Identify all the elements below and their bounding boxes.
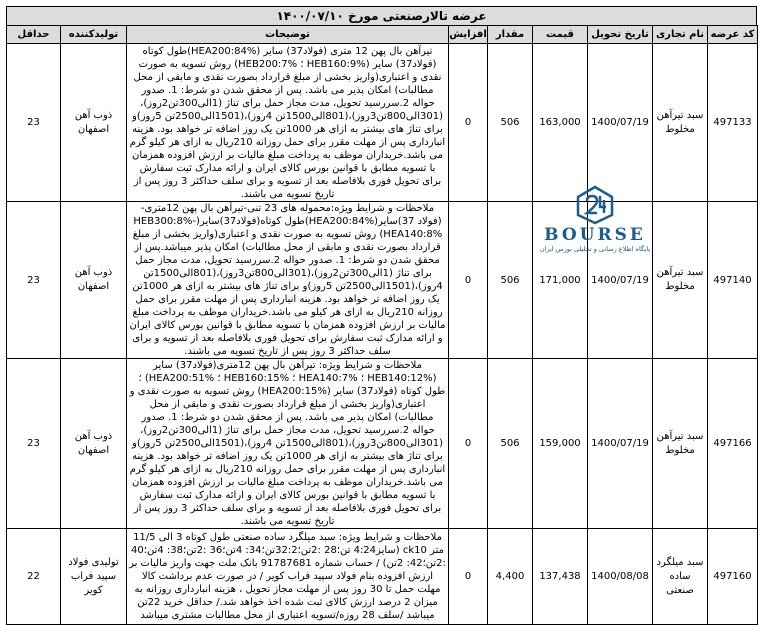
cell-desc: ملاحظات و شرایط ویژه:محموله های 23 تنی-تیرآهن بال پهن 12متری-(فولاد 37)سایر(HEA200:84%)طول کوتاه(فولاد37)سایر(HEB300:8%-HEA140:8%) روش تسویه به صورت نقدی و اعتباری(واریز بخشی از مبلغ قرارداد بصورت نقدی و مابقی از محل مطالبات) امکان پذیر میباشد.پس از محقق شدن دو شرط: 1. صدور حواله 2.سررسید تحویل، مدت مجاز حمل برای تناژ (1الی300تن2روز)،(301الی800تن3روز)،(801الی1500تن 4روز)،(1501الی2500تن 5روز)و برای تناژ های بیشتر به ازای هر 1000تن یک روز اضافه تر خواهد بود. هزینه انبارداری پس از مهلت مقرر برای حمل روزانه 210ریال به ازای هر کیلو می باشد.خریداران موظف به پرداخت مبلغ مالیات بر ارزش افزوده همزمان با تسویه مطابق با قوانین بورس کالای ایران و ارائه مدارک ثبت سفارش برای تحویل فوری بلافاصله بعد از تسویه و برای سلف حداکثر 3 روز پس از تاریخ تسویه می باشند. xyxy=(127,202,449,359)
cell-desc: تیرآهن بال پهن 12 متری (فولاد37) سایر (HEA200:84%)طول کوتاه (فولاد37) سایر (HEB160:9% ؛ HEB200:7%) روش تسویه به صورت نقدی و اعتباری(واریز بخشی از مبلغ قرارداد بصورت نقدی و مابقی از محل مطالبات) امکان پذیر می باشد. پس از محقق شدن دو شرط: 1. صدور حواله 2.سررسید تحویل، مدت مجاز حمل برای تناژ (1الی300تن2روز)،(301الی800تن3روز)،(801الی1500تن 4روز)،(1501الی2500تن 5روز)و برای تناژ های بیشتر به ازای هر 1000تن یک روز اضافه تر خواهد بود. هزینه انبارداری پس از مهلت مقرر برای حمل روزانه 210ریال به ازای هر کیلو گرم می باشد.خریداران موظف به پرداخت مبلغ مالیات بر ارزش افزوده همزمان با تسویه مطابق با قوانین بورس کالای ایران و ارائه مدارک ثبت سفارش برای تحویل فوری بلافاصله بعد از تسویه و برای سلف حداکثر 3 روز پس از تاریخ تسویه می باشند. xyxy=(127,44,449,202)
cell-code: 497166 xyxy=(708,359,758,529)
cell-price: 137,438 xyxy=(533,529,588,625)
cell-delivery: 1400/07/19 xyxy=(588,359,653,529)
header-min: حداقل xyxy=(7,26,61,44)
cell-commodity: سبد تیرآهن مخلوط xyxy=(653,202,708,359)
cell-qty: 506 xyxy=(488,44,533,202)
cell-desc: ملاحظات و شرایط ویژه: سبد میلگرد ساده صنعتی طول کوتاه 3 الی 11/5 متر ck10 (سایز4:24 تن؛28 :2تن؛32:2تن؛34: 4تن؛36 :2تن؛38: 4تن؛40 :2تن؛42: 2تن) / حساب شماره 91787681 بانک ملت جهت واریز مالیات بر ارزش افزوده بنام فولاد سپید فراب کویر / در صورت عدم برداشت کالا مهلت حمل تا 30 روز پس از مهلت مجاز تحویل ، هزینه انبارداری روزانه به میزان 2 درصد ارزش کالای ثبت شده اخذ خواهد شد./ حداقل خرید 22تن میباشد /سلف 28 روزه/تسویه اعتباری از محل مطالبات مشتری میباشد xyxy=(127,529,449,625)
cell-min: 22 xyxy=(7,529,61,625)
cell-desc: ملاحظات و شرایط ویژه: تیرآهن بال پهن 12متری(فولاد37) سایر (HEB140:12% ؛ HEA140:7% ؛ HEB160:15% ؛ HEA200:51%) ؛ طول کوتاه (فولاد37) سایر (HEA200:15%) روش تسویه به صورت نقدی و اعتباری(واریز بخشی از مبلغ قرارداد بصورت نقدی و مابقی از محل مطالبات) امکان پذیر می باشد. پس از محقق شدن دو شرط: 1. صدور حواله 2.سررسید تحویل، مدت مجاز حمل برای تناژ (1الی300تن2روز)،(301الی800تن3روز)،(801الی1500تن 4روز)،(1501الی2500تن 5روز)و برای تناژ های بیشتر به ازای هر 1000تن یک روز اضافه تر خواهد بود. هزینه انبارداری پس از مهلت مقرر برای حمل روزانه 210ریال به ازای هر کیلو گرم می باشد.خریداران موظف به پرداخت مبلغ مالیات بر ارزش افزوده همزمان با تسویه مطابق با قوانین بورس کالای ایران و ارائه مدارک ثبت سفارش برای تحویل فوری بلافاصله بعد از تسویه و برای سلف حداکثر 3 روز پس از تاریخ تسویه می باشند. xyxy=(127,359,449,529)
header-increase: افزایش xyxy=(449,26,488,44)
cell-qty: 506 xyxy=(488,359,533,529)
cell-delivery: 1400/08/08 xyxy=(588,529,653,625)
watermark-tagline: پایگاه اطلاع رسانی و تحلیلی بورس ایران xyxy=(539,245,651,253)
cell-producer: ذوب آهن اصفهان xyxy=(61,44,127,202)
cell-delivery: 1400/07/19 xyxy=(588,202,653,359)
cell-price: 159,000 xyxy=(533,359,588,529)
table-row xyxy=(7,202,758,359)
header-commodity: نام تجاری xyxy=(653,26,708,44)
cell-producer: تولیدی فولاد سپید فراب کویر xyxy=(61,529,127,625)
cell-code: 497140 xyxy=(708,202,758,359)
header-qty: مقدار xyxy=(488,26,533,44)
cell-producer: ذوب آهن اصفهان xyxy=(61,359,127,529)
header-row xyxy=(7,26,758,44)
cell-code: 497133 xyxy=(708,44,758,202)
watermark-brand: BOURSE xyxy=(544,225,646,245)
header-desc: توضیحات xyxy=(127,26,449,44)
cell-price: 171,000 xyxy=(533,202,588,359)
cell-code: 497160 xyxy=(708,529,758,625)
cell-min: 23 xyxy=(7,44,61,202)
cell-price: 163,000 xyxy=(533,44,588,202)
header-code: کد عرضه xyxy=(708,26,758,44)
cell-increase: 0 xyxy=(449,44,488,202)
cell-increase: 0 xyxy=(449,529,488,625)
table-row xyxy=(7,359,758,529)
cell-commodity: سبد تیرآهن مخلوط xyxy=(653,44,708,202)
cell-commodity: سبد تیرآهن مخلوط xyxy=(653,359,708,529)
table-row xyxy=(7,529,758,625)
cell-increase: 0 xyxy=(449,359,488,529)
cell-producer: ذوب آهن اصفهان xyxy=(61,202,127,359)
cell-min: 23 xyxy=(7,359,61,529)
header-delivery: تاریخ تحویل xyxy=(588,26,653,44)
page-title: عرضه تالارصنعتی مورخ ۱۴۰۰/۰۷/۱۰ xyxy=(6,6,757,26)
cell-increase: 0 xyxy=(449,202,488,359)
cell-delivery: 1400/07/19 xyxy=(588,44,653,202)
offers-table xyxy=(6,25,758,625)
header-price: قیمت xyxy=(533,26,588,44)
cell-commodity: سبد میلگرد ساده صنعتی xyxy=(653,529,708,625)
cell-qty: 4,400 xyxy=(488,529,533,625)
table-row xyxy=(7,44,758,202)
header-producer: تولیدکننده xyxy=(61,26,127,44)
cell-min: 23 xyxy=(7,202,61,359)
cell-qty: 506 xyxy=(488,202,533,359)
